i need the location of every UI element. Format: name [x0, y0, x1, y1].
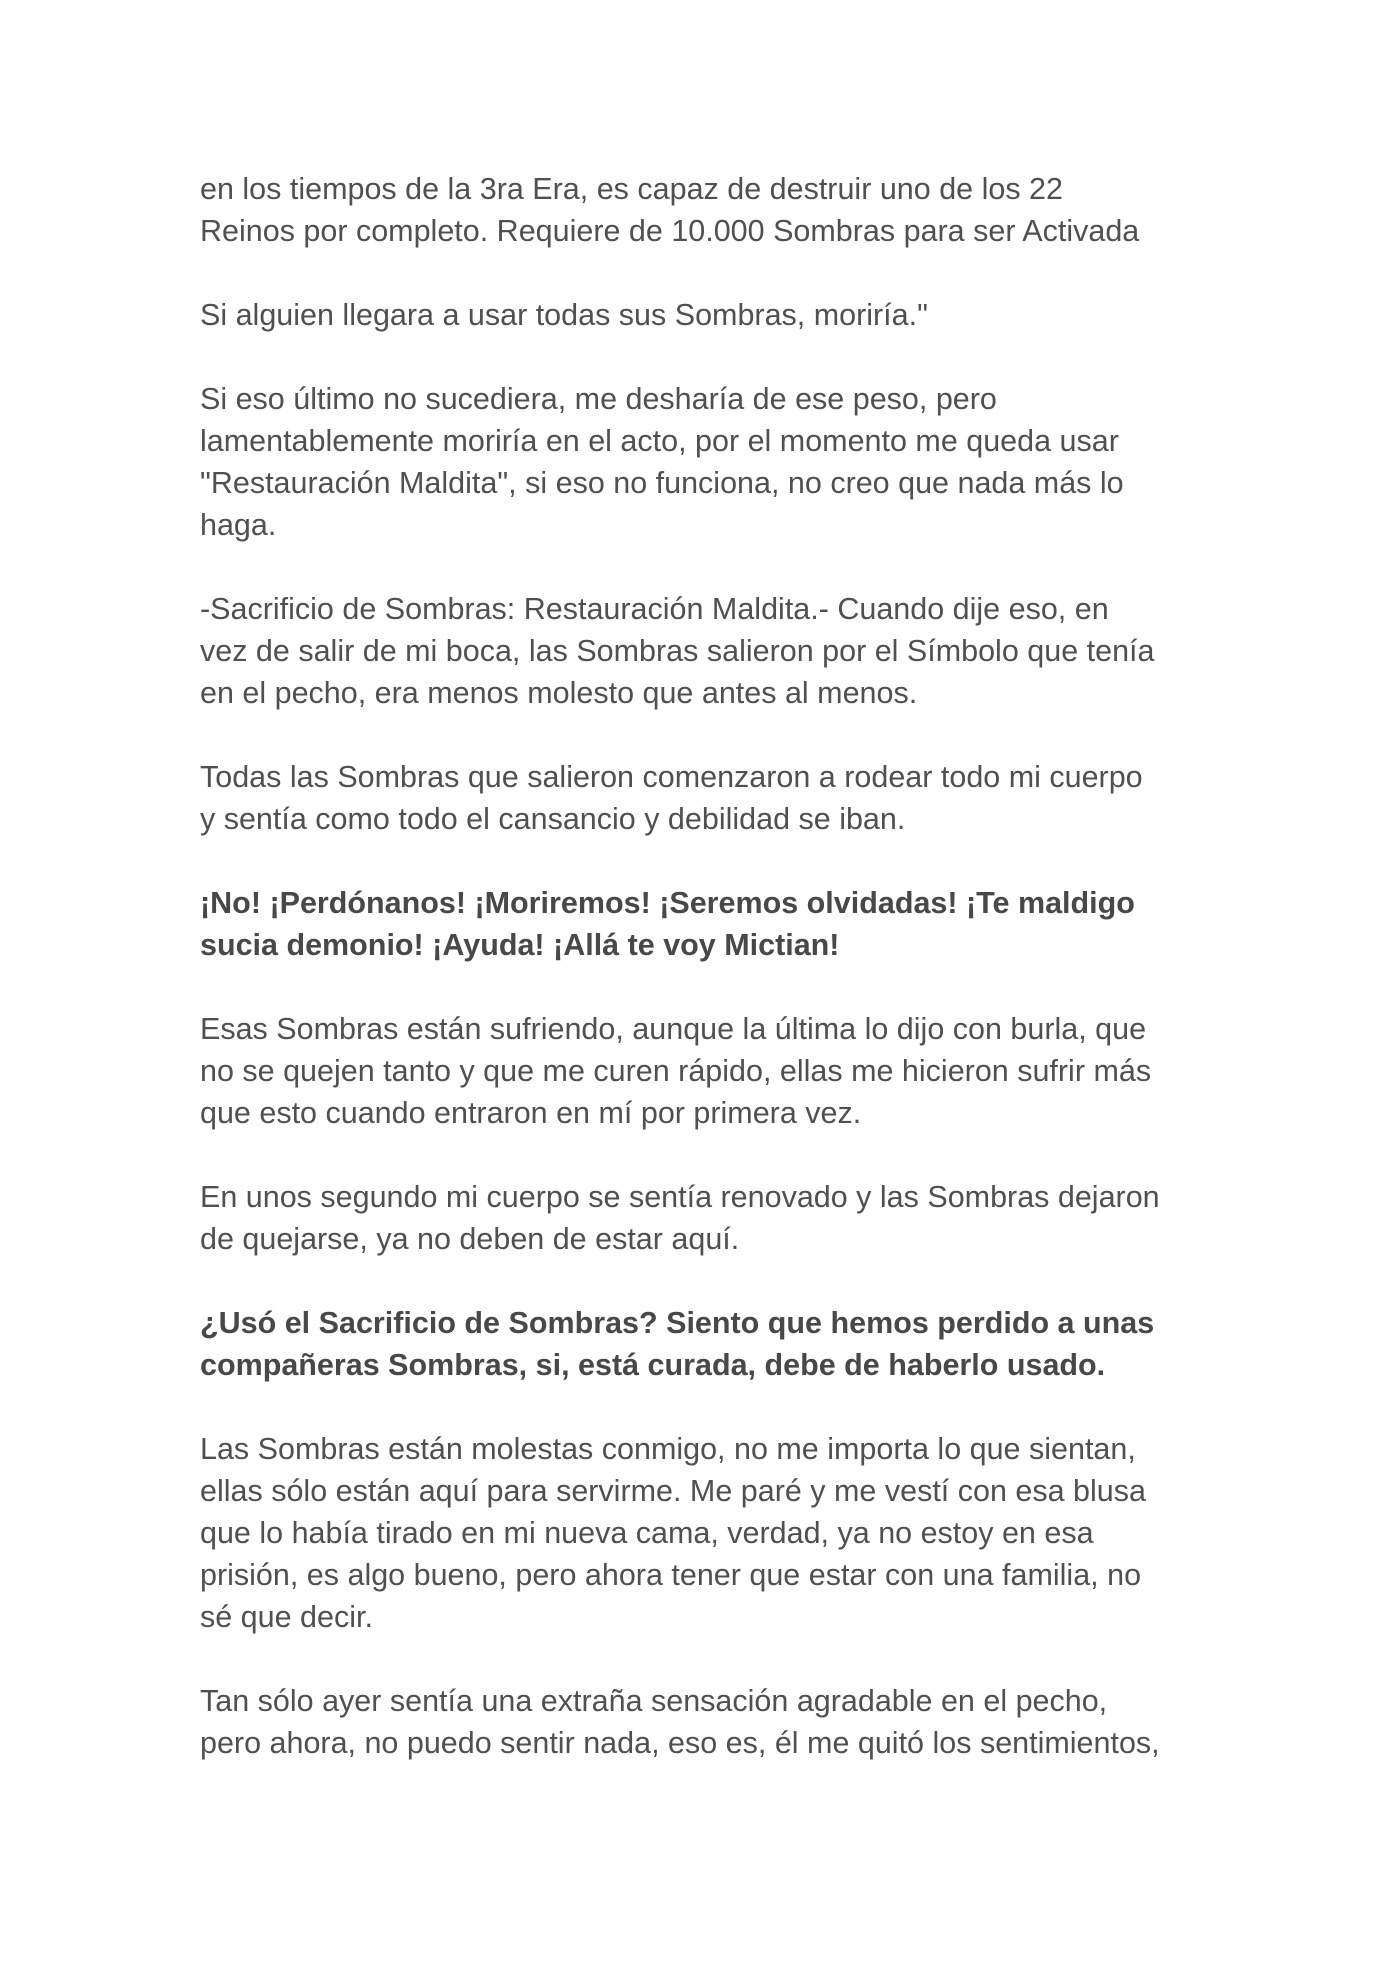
document-page [200, 168, 1210, 1806]
text-line: que lo había tirado en mi nueva cama, verdad, ya no estoy en esa [200, 1516, 1094, 1550]
text-line: "Restauración Maldita", si eso no funciona, no creo que nada más lo [200, 466, 1124, 500]
text-line: compañeras Sombras, si, está curada, debe de haberlo usado. [200, 1348, 1106, 1382]
text-line: ¡No! ¡Perdónanos! ¡Moriremos! ¡Seremos olvidadas! ¡Te maldigo [200, 886, 1135, 920]
text-line: Si alguien llegara a usar todas sus Sombras, moriría." [200, 298, 928, 332]
text-line: prisión, es algo bueno, pero ahora tener que estar con una familia, no [200, 1558, 1142, 1592]
text-line: no se quejen tanto y que me curen rápido, ellas me hicieron sufrir más [200, 1054, 1152, 1088]
paragraph [200, 1008, 1210, 1134]
text-line: Reinos por completo. Requiere de 10.000 Sombras para ser Activada [200, 214, 1140, 248]
shadows-speech-paragraph [200, 882, 1210, 966]
paragraph [200, 1680, 1210, 1764]
paragraph [200, 168, 1210, 252]
text-line: Las Sombras están molestas conmigo, no me importa lo que sientan, [200, 1432, 1136, 1466]
text-line: -Sacrificio de Sombras: Restauración Maldita.- Cuando dije eso, en [200, 592, 1109, 626]
text-line: Si eso último no sucediera, me desharía de ese peso, pero [200, 382, 997, 416]
text-line: en los tiempos de la 3ra Era, es capaz de destruir uno de los 22 [200, 172, 1063, 206]
text-line: sé que decir. [200, 1600, 373, 1634]
text-line: que esto cuando entraron en mí por primera vez. [200, 1096, 862, 1130]
text-line: haga. [200, 508, 277, 542]
text-line: lamentablemente moriría en el acto, por el momento me queda usar [200, 424, 1119, 458]
text-line: en el pecho, era menos molesto que antes al menos. [200, 676, 918, 710]
paragraph [200, 1428, 1210, 1638]
text-line: Todas las Sombras que salieron comenzaron a rodear todo mi cuerpo [200, 760, 1143, 794]
text-line: sucia demonio! ¡Ayuda! ¡Allá te voy Mictian! [200, 928, 840, 962]
paragraph [200, 378, 1210, 546]
text-line: Esas Sombras están sufriendo, aunque la última lo dijo con burla, que [200, 1012, 1147, 1046]
paragraph [200, 588, 1210, 714]
text-line: ¿Usó el Sacrificio de Sombras? Siento que hemos perdido a unas [200, 1306, 1155, 1340]
text-line: de quejarse, ya no deben de estar aquí. [200, 1222, 740, 1256]
text-line: En unos segundo mi cuerpo se sentía renovado y las Sombras dejaron [200, 1180, 1160, 1214]
text-line: y sentía como todo el cansancio y debilidad se iban. [200, 802, 906, 836]
paragraph [200, 294, 1210, 336]
paragraph [200, 1176, 1210, 1260]
text-line: Tan sólo ayer sentía una extraña sensación agradable en el pecho, [200, 1684, 1108, 1718]
shadows-speech-paragraph [200, 1302, 1210, 1386]
paragraph [200, 756, 1210, 840]
text-line: ellas sólo están aquí para servirme. Me paré y me vestí con esa blusa [200, 1474, 1146, 1508]
text-line: pero ahora, no puedo sentir nada, eso es, él me quitó los sentimientos, [200, 1726, 1160, 1760]
text-line: vez de salir de mi boca, las Sombras salieron por el Símbolo que tenía [200, 634, 1155, 668]
